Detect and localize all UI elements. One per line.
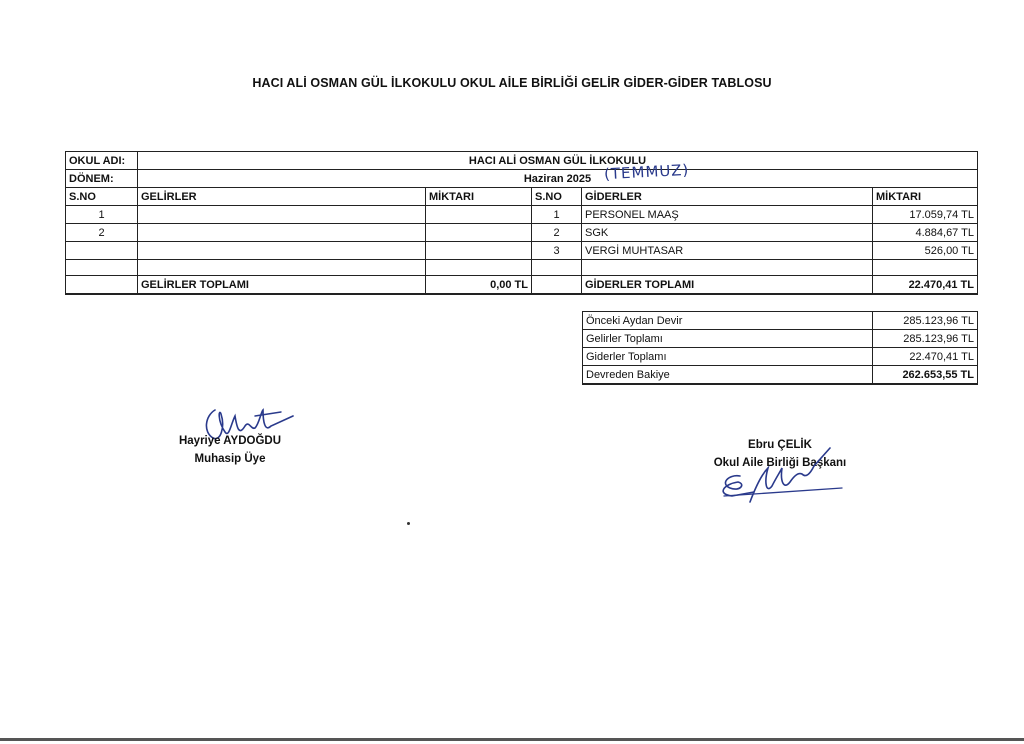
document-title: HACI ALİ OSMAN GÜL İLKOKULU OKUL AİLE BİRLİĞİ GELİR GİDER-GİDER TABLOSU	[252, 76, 772, 90]
gelir-no: 2	[66, 224, 138, 242]
left-signer-role: Muhasip Üye	[194, 453, 266, 465]
totals-row	[66, 276, 978, 295]
empty-cell	[532, 276, 582, 295]
bottom-scan-edge	[0, 738, 1024, 741]
donem-row	[66, 170, 978, 188]
gider-no: 3	[532, 242, 582, 260]
donem-value: Haziran 2025	[138, 170, 978, 188]
column-header-row	[66, 188, 978, 206]
gelir-name	[138, 242, 426, 260]
okul-value: HACI ALİ OSMAN GÜL İLKOKULU	[138, 152, 978, 170]
col-sno: S.NO	[66, 188, 138, 206]
okul-label: OKUL ADI:	[66, 152, 138, 170]
gelir-amount	[426, 224, 532, 242]
empty-row	[66, 260, 978, 276]
summary-row	[583, 366, 978, 385]
gider-amount: 526,00 TL	[873, 242, 978, 260]
gider-no: 2	[532, 224, 582, 242]
summary-value: 285.123,96 TL	[873, 330, 978, 348]
summary-row	[583, 312, 978, 330]
empty-cell	[582, 260, 873, 276]
summary-value: 285.123,96 TL	[873, 312, 978, 330]
table-row	[66, 224, 978, 242]
empty-cell	[66, 276, 138, 295]
gelir-no: 1	[66, 206, 138, 224]
col-miktari-2: MİKTARI	[873, 188, 978, 206]
gelir-no	[66, 242, 138, 260]
scan-speck	[407, 522, 410, 525]
donem-label: DÖNEM:	[66, 170, 138, 188]
empty-cell	[66, 260, 138, 276]
summary-row	[583, 330, 978, 348]
empty-cell	[873, 260, 978, 276]
gelir-amount	[426, 242, 532, 260]
summary-value: 262.653,55 TL	[873, 366, 978, 385]
summary-label: Devreden Bakiye	[583, 366, 873, 385]
gider-no: 1	[532, 206, 582, 224]
summary-row	[583, 348, 978, 366]
gelir-amount	[426, 206, 532, 224]
right-signer-name: Ebru ÇELİK	[748, 439, 812, 451]
left-signer-name: Hayriye AYDOĞDU	[178, 435, 282, 447]
right-signature-scribble	[710, 444, 850, 510]
table-row	[66, 242, 978, 260]
gider-total-label: GİDERLER TOPLAMI	[582, 276, 873, 295]
balance-summary-table	[582, 311, 978, 385]
gelir-name	[138, 206, 426, 224]
okul-row	[66, 152, 978, 170]
handwritten-month-note: (TEMMUZ)	[603, 160, 690, 184]
empty-cell	[426, 260, 532, 276]
gelir-total-label: GELİRLER TOPLAMI	[138, 276, 426, 295]
gider-name: VERGİ MUHTASAR	[582, 242, 873, 260]
gider-name: SGK	[582, 224, 873, 242]
gider-total-value: 22.470,41 TL	[873, 276, 978, 295]
gider-name: PERSONEL MAAŞ	[582, 206, 873, 224]
gider-amount: 4.884,67 TL	[873, 224, 978, 242]
col-sno-2: S.NO	[532, 188, 582, 206]
summary-label: Giderler Toplamı	[583, 348, 873, 366]
left-signature-block	[150, 432, 310, 468]
empty-cell	[532, 260, 582, 276]
col-giderler: GİDERLER	[582, 188, 873, 206]
income-expense-table	[65, 151, 978, 295]
col-miktari: MİKTARI	[426, 188, 532, 206]
gider-amount: 17.059,74 TL	[873, 206, 978, 224]
right-signer-role: Okul Aile Birliği Başkanı	[713, 457, 847, 469]
table-row	[66, 206, 978, 224]
gelir-name	[138, 224, 426, 242]
summary-label: Önceki Aydan Devir	[583, 312, 873, 330]
summary-label: Gelirler Toplamı	[583, 330, 873, 348]
summary-value: 22.470,41 TL	[873, 348, 978, 366]
col-gelirler: GELİRLER	[138, 188, 426, 206]
empty-cell	[138, 260, 426, 276]
gelir-total-value: 0,00 TL	[426, 276, 532, 295]
